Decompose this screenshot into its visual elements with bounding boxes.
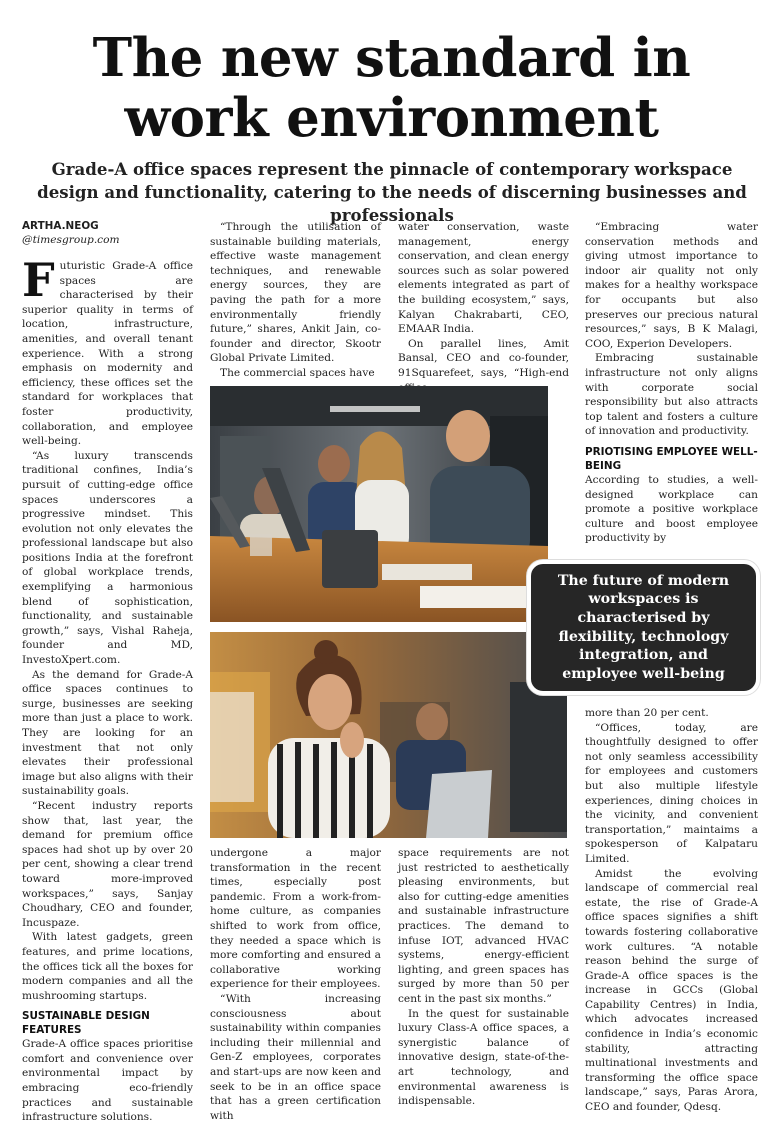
paragraph: As the demand for Grade-A office spaces continues to surge, businesses are seeking more than just a place to work. They are looking for an investment that not only elevates their professional image but also aligns with their sustainability goals. (22, 668, 193, 798)
column-4-top (585, 220, 758, 546)
paragraph: “Embracing water conservation methods and giving utmost importance to indoor air quality not only makes for a healthy workspace for occupants but also preserves our precious natural resources,” says, B K Malagi, COO, Experion Developers. (585, 221, 758, 350)
paragraph: With latest gadgets, green features, and prime locations, the offices tick all the boxes for modern companies and all the mushrooming startups. (22, 931, 193, 1002)
paragraph: Amidst the evolving landscape of commercial real estate, the rise of Grade-A office spaces signifies a shift towards fostering collaborative work cultures. “A notable reason behind the surge of Grade-A office spaces is the increase in GCCs (Global Capability Centres) in India, which advocates increased confidence in India’s economic stability, attracting multinational investments and transforming the office space landscape,” says, Paras Arora, CEO and founder, Qdesq. (585, 867, 758, 1114)
paragraph: In the quest for sustainable luxury Class-A office spaces, a synergistic balance of innovative design, state-of-the-art technology, and environmental awareness is indispensable. (398, 1007, 569, 1108)
paragraph: undergone a major transformation in the recent times, especially post pandemic. From a work-from-home culture, as companies shifted to work from office, they needed a space which is more comforting and ensured a collaborative working experience for their employees. (210, 847, 381, 991)
paragraph: “As luxury transcends traditional confines, India’s pursuit of cutting-edge office spaces underscores a progressive mindset. This evolution not only elevates the professional landscape but also positions India at the forefront of global workplace trends, exemplifying a harmonious blend of sophistication, functionality, and sustainable growth,” says, Vishal Raheja, founder and MD, InvestoXpert.com. (22, 449, 193, 667)
pull-quote (527, 560, 760, 695)
lead-paragraph (22, 253, 193, 449)
column-3-top (398, 220, 569, 395)
column-4-bottom (585, 706, 758, 1115)
column-2-bottom (210, 846, 381, 1123)
subhead-sustainable-design: SUSTAINABLE DESIGN FEATURES (22, 1010, 150, 1037)
paragraph: water conservation, waste management, energy conservation, and clean energy sources such as solar powered elements integrated as part of the building ecosystem,” says, Kalyan Chakrabarti, CEO, EMAAR India. (398, 221, 569, 336)
column-1 (22, 220, 193, 1125)
photo-office-meeting (210, 386, 548, 622)
paragraph: Embracing sustainable infrastructure not only aligns with corporate social responsibility but also attracts top talent and fosters a culture of innovation and productivity. (585, 352, 758, 438)
paragraph: more than 20 per cent. (585, 707, 709, 719)
paragraph: Grade-A office spaces prioritise comfort and convenience over environmental impact by embracing eco-friendly practices and sustainable infrastructure solutions. (22, 1038, 193, 1124)
paragraph: The commercial spaces have (220, 366, 375, 379)
column-2-top (210, 220, 381, 381)
photo-woman-at-desk (210, 632, 567, 838)
byline-email: @timesgroup.com (22, 234, 120, 246)
headline: The new standard in work environment (92, 27, 691, 149)
paragraph: space requirements are not just restricted to aesthetically pleasing environments, but also for cutting-edge amenities and sustainable infrastructure practices. The demand to infuse IOT, advanced HVAC systems, energy-efficient lighting, and green spaces has surged by more than 50 per cent in the past six months.” (398, 847, 569, 1005)
paragraph: On parallel lines, Amit Bansal, CEO and co-founder, 91Squarefeet, says, “High-end (398, 337, 569, 379)
subhead-employee-wellbeing: PRIOTISING EMPLOYEE WELL-BEING (585, 445, 758, 472)
paragraph: “Recent industry reports show that, last year, the demand for premium office spaces had shot up by over 20 per cent, showing a clear trend toward more-improved workspaces,” says, Sanjay Choudhary, CEO and founder, Incuspaze. (22, 799, 193, 929)
pull-quote-text: The future of modern workspaces is characterised by flexibility, technology integration, and employee well-being (557, 572, 730, 682)
dropcap: F (22, 253, 55, 307)
deck: Grade-A office spaces represent the pinnacle of contemporary workspace design and functionality, catering to the needs of discerning businesses and professionals (37, 159, 747, 225)
paragraph: According to studies, a well-designed workplace can promote a positive workplace culture and boost employee productivity by (585, 473, 758, 545)
paragraph: “With increasing consciousness about sustainability within companies including their millennial and Gen-Z employees, corporates and start-ups are now keen and seek to be in an office space that has a green certification with (210, 992, 381, 1122)
paragraph: “Offices, today, are thoughtfully designed to offer not only seamless accessibility for employees and customers but also multiple lifestyle experiences, dining choices in the vicinity, and convenient transportation,” maintaims a spokesperson of Kalpataru Limited. (585, 721, 758, 865)
column-3-bottom (398, 846, 569, 1109)
byline-author: ARTHA.NEOG (22, 220, 99, 232)
lead-text: uturistic Grade-A office spaces are characterised by their superior quality in terms of location, infrastructure, amenities, and overall tenant experience. With a strong emphasis on modernity and efficiency, these offices set the standard for workplaces that foster productivity, collaboration, and employee well-being. (22, 260, 193, 448)
paragraph: “Through the utilisation of sustainable building materials, effective waste management techniques, and renewable energy sources, they are paving the path for a more environmentally friendly future,” shares, Ankit Jain, co-founder and director, Skootr Global Private Limited. (210, 221, 381, 365)
